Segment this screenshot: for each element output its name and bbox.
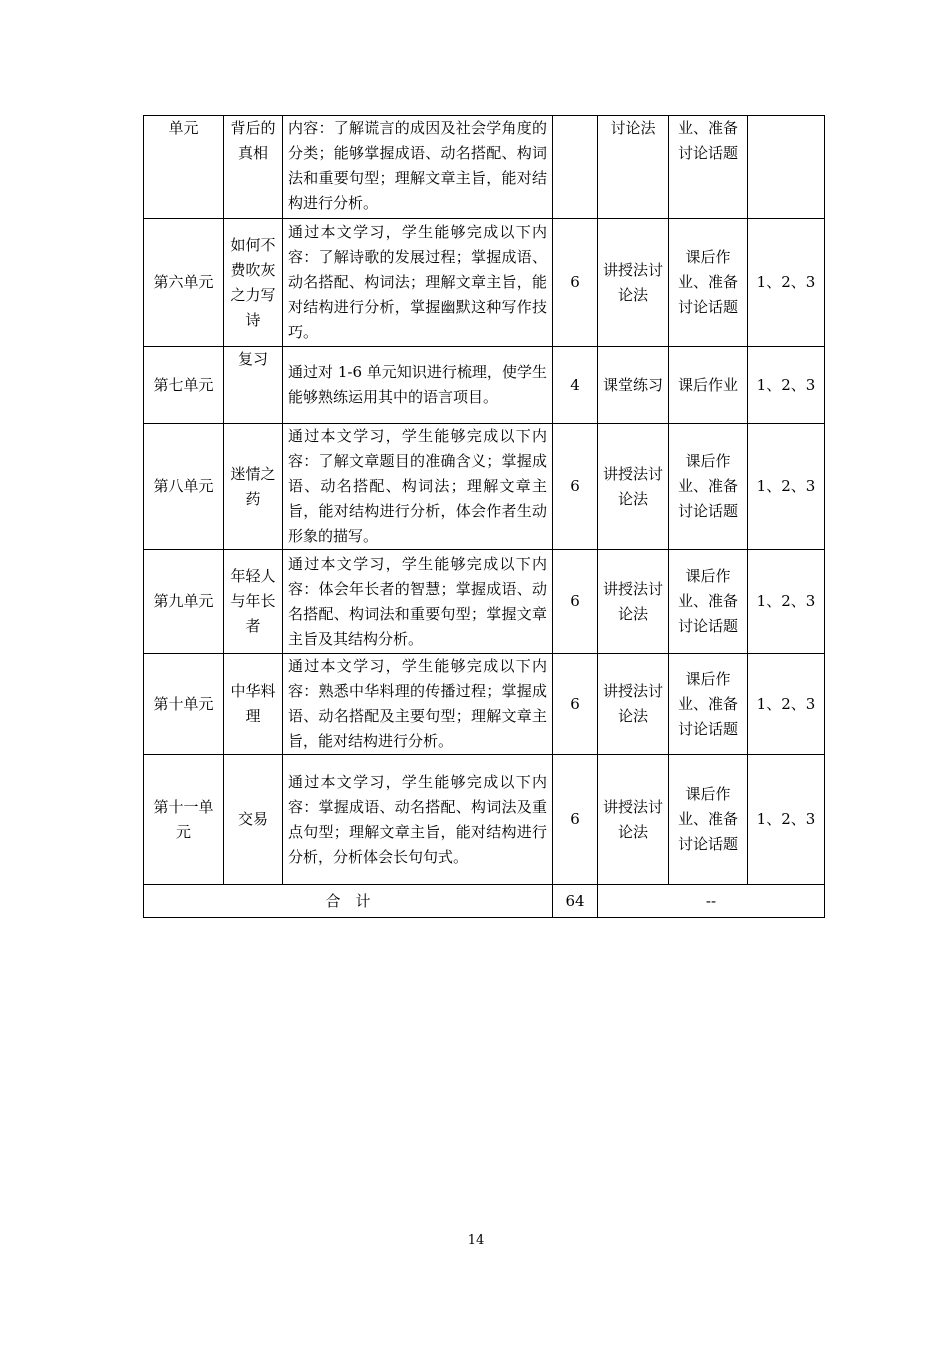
assignment-cell: 课后作业、准备讨论话题 xyxy=(669,654,748,755)
method-cell: 讲授法讨论法 xyxy=(598,219,669,347)
hours-cell: 6 xyxy=(553,219,598,347)
table-row xyxy=(144,424,825,550)
table-row xyxy=(144,347,825,424)
content-cell: 通过本文学习，学生能够完成以下内容：了解文章题目的准确含义；掌握成语、动名搭配、构词法；理解文章主旨，能对结构进行分析，体会作者生动形象的描写。 xyxy=(283,424,553,550)
hours-cell: 4 xyxy=(553,347,598,424)
title-cell: 背后的真相 xyxy=(224,116,283,219)
table-row xyxy=(144,219,825,347)
method-cell: 课堂练习 xyxy=(598,347,669,424)
unit-cell: 第八单元 xyxy=(144,424,224,550)
page-number: 14 xyxy=(467,1233,485,1248)
assignment-cell: 业、准备讨论话题 xyxy=(669,116,748,219)
goals-cell: 1、2、3 xyxy=(748,347,825,424)
title-cell: 迷情之药 xyxy=(224,424,283,550)
title-cell: 年轻人与年长者 xyxy=(224,550,283,654)
unit-cell: 第六单元 xyxy=(144,219,224,347)
content-cell: 通过本文学习，学生能够完成以下内容：掌握成语、动名搭配、构词法及重点句型；理解文章主旨，能对结构进行分析，分析体会长句句式。 xyxy=(283,755,553,885)
assignment-cell: 课后作业 xyxy=(669,347,748,424)
method-cell: 讨论法 xyxy=(598,116,669,219)
goals-cell: 1、2、3 xyxy=(748,219,825,347)
table-row xyxy=(144,755,825,885)
assignment-cell: 课后作业、准备讨论话题 xyxy=(669,219,748,347)
total-rest: -- xyxy=(598,885,825,918)
content-cell: 内容：了解谎言的成因及社会学角度的分类；能够掌握成语、动名搭配、构词法和重要句型；理解文章主旨，能对结构进行分析。 xyxy=(283,116,553,219)
syllabus-table xyxy=(143,115,825,918)
total-label: 合 计 xyxy=(144,885,553,918)
unit-cell: 第十单元 xyxy=(144,654,224,755)
title-cell: 中华料理 xyxy=(224,654,283,755)
method-cell: 讲授法讨论法 xyxy=(598,755,669,885)
title-cell: 如何不费吹灰之力写诗 xyxy=(224,219,283,347)
hours-cell: 6 xyxy=(553,755,598,885)
method-cell: 讲授法讨论法 xyxy=(598,424,669,550)
method-cell: 讲授法讨论法 xyxy=(598,550,669,654)
unit-cell: 单元 xyxy=(144,116,224,219)
goals-cell: 1、2、3 xyxy=(748,755,825,885)
goals-cell: 1、2、3 xyxy=(748,424,825,550)
hours-cell xyxy=(553,116,598,219)
table-row xyxy=(144,550,825,654)
hours-cell: 6 xyxy=(553,550,598,654)
table-row xyxy=(144,116,825,219)
hours-cell: 6 xyxy=(553,654,598,755)
unit-cell: 第九单元 xyxy=(144,550,224,654)
assignment-cell: 课后作业、准备讨论话题 xyxy=(669,755,748,885)
total-row xyxy=(144,885,825,918)
assignment-cell: 课后作业、准备讨论话题 xyxy=(669,424,748,550)
goals-cell: 1、2、3 xyxy=(748,550,825,654)
content-cell: 通过本文学习，学生能够完成以下内容：熟悉中华料理的传播过程；掌握成语、动名搭配及主要句型；理解文章主旨，能对结构进行分析。 xyxy=(283,654,553,755)
method-cell: 讲授法讨论法 xyxy=(598,654,669,755)
table-row xyxy=(144,654,825,755)
unit-cell: 第七单元 xyxy=(144,347,224,424)
content-cell: 通过本文学习，学生能够完成以下内容：体会年长者的智慧；掌握成语、动名搭配、构词法和重要句型；掌握文章主旨及其结构分析。 xyxy=(283,550,553,654)
total-hours: 64 xyxy=(553,885,598,918)
content-cell: 通过本文学习，学生能够完成以下内容：了解诗歌的发展过程；掌握成语、动名搭配、构词法；理解文章主旨，能对结构进行分析，掌握幽默这种写作技巧。 xyxy=(283,219,553,347)
goals-cell xyxy=(748,116,825,219)
hours-cell: 6 xyxy=(553,424,598,550)
goals-cell: 1、2、3 xyxy=(748,654,825,755)
unit-cell: 第十一单元 xyxy=(144,755,224,885)
title-cell: 复习 xyxy=(224,347,283,424)
content-cell: 通过对 1-6 单元知识进行梳理，使学生能够熟练运用其中的语言项目。 xyxy=(283,347,553,424)
title-cell: 交易 xyxy=(224,755,283,885)
assignment-cell: 课后作业、准备讨论话题 xyxy=(669,550,748,654)
